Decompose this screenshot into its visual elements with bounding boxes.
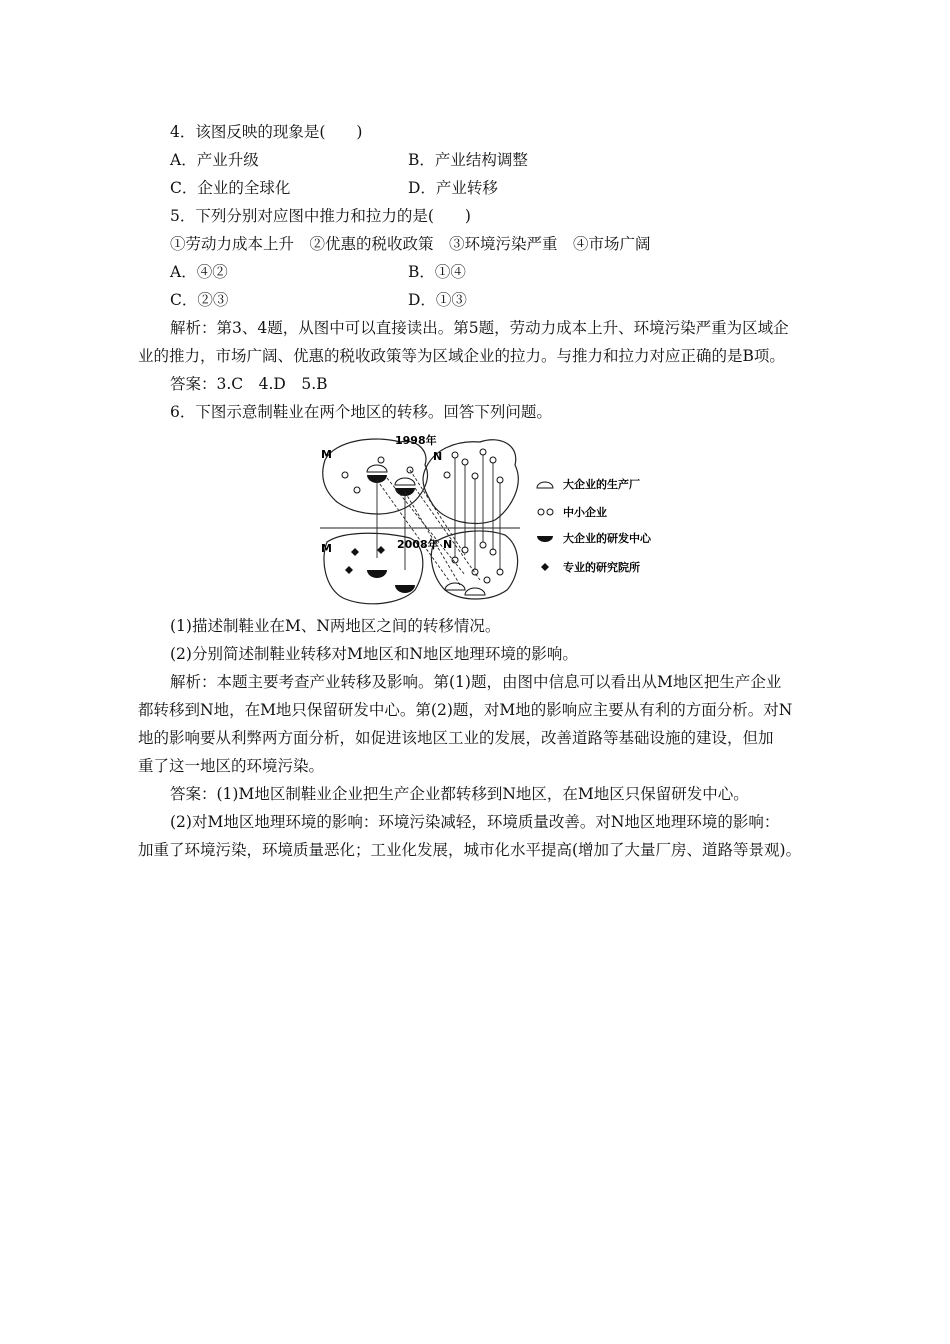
- q6-sub-1: (1)描述制鞋业在M、N两地区之间的转移情况。: [170, 617, 501, 635]
- m-2008-enterprises: [345, 546, 415, 593]
- small-enterprise-icon: [547, 509, 553, 515]
- factory-icon: [445, 583, 465, 590]
- small-enterprise-icon: [538, 509, 544, 515]
- label-year-bottom: 2008年: [397, 538, 439, 551]
- small-enterprise-icon: [378, 457, 384, 463]
- label-m-bottom: M: [321, 542, 332, 555]
- small-enterprise-icon: [497, 477, 503, 483]
- small-enterprise-icon: [444, 472, 450, 478]
- q4-stem: 4．该图反映的现象是( ): [170, 123, 363, 141]
- answer-2-line-1: 答案：(1)M地区制鞋业企业把生产企业都转移到N地区，在M地区只保留研发中心。: [170, 785, 749, 803]
- small-enterprise-icon: [452, 452, 458, 458]
- institute-icon: [345, 566, 353, 574]
- legend-institute: 专业的研究院所: [563, 561, 640, 574]
- factory-icon: [367, 465, 387, 472]
- legend: [537, 477, 652, 574]
- institute-icon: [541, 563, 549, 571]
- m-1998-enterprises: [342, 457, 415, 496]
- rd-center-icon: [367, 570, 387, 578]
- legend-rd-center: 大企业的研发中心: [563, 532, 651, 545]
- q5-option-c: C．②③: [170, 291, 229, 309]
- n-1998-enterprises: [444, 449, 503, 483]
- answer-2-line-3: 加重了环境污染，环境质量恶化；工业化发展，城市化水平提高(增加了大量厂房、道路等景观)。: [138, 841, 802, 859]
- factory-icon: [395, 478, 415, 485]
- small-enterprise-icon: [342, 472, 348, 478]
- legend-small-enterprise: 中小企业: [563, 506, 607, 519]
- rd-center-icon: [395, 585, 415, 593]
- q5-stem: 5．下列分别对应图中推力和拉力的是( ): [170, 207, 471, 225]
- small-enterprise-icon: [354, 487, 360, 493]
- institute-icon: [377, 546, 385, 554]
- analysis-2-line-1: 解析：本题主要考查产业转移及影响。第(1)题，由图中信息可以看出从M地区把生产企业: [170, 673, 782, 691]
- factory-icon: [537, 482, 553, 488]
- small-enterprise-icon: [462, 459, 468, 465]
- small-enterprise-icon: [480, 542, 486, 548]
- answer-1: 答案：3.C 4.D 5.B: [170, 375, 328, 393]
- label-n-top: N: [433, 450, 443, 463]
- analysis-2-line-4: 重了这一地区的环境污染。: [138, 757, 325, 775]
- analysis-2-line-2: 都转移到N地，在M地只保留研发中心。第(2)题，对M地的影响应主要从有利的方面分析。对N: [138, 701, 793, 719]
- q4-option-c: C．企业的全球化: [170, 179, 291, 197]
- q5-items: ①劳动力成本上升 ②优惠的税收政策 ③环境污染严重 ④市场广阔: [170, 235, 651, 253]
- q5-option-a: A．④②: [170, 263, 228, 281]
- q5-option-d: D．①③: [408, 291, 467, 309]
- q6-sub-2: (2)分别简述制鞋业转移对M地区和N地区地理环境的影响。: [170, 645, 578, 663]
- rd-center-icon: [537, 536, 553, 542]
- analysis-1-line-2: 业的推力，市场广阔、优惠的税收政策等为区域企业的拉力。与推力和拉力对应正确的是B项。: [138, 347, 785, 365]
- answer-2-line-2: (2)对M地区地理环境的影响：环境污染减轻，环境质量改善。对N地区地理环境的影响：: [170, 813, 780, 831]
- q6-stem: 6．下图示意制鞋业在两个地区的转移。回答下列问题。: [170, 403, 552, 421]
- q4-option-a: A．产业升级: [170, 151, 259, 169]
- small-enterprise-icon: [490, 457, 496, 463]
- institute-icon: [351, 548, 359, 556]
- label-n-bottom: N: [443, 538, 453, 551]
- shoe-industry-transfer-figure: [315, 430, 695, 610]
- small-enterprise-icon: [480, 449, 486, 455]
- analysis-2-line-3: 地的影响要从利弊两方面分析，如促进该地区工业的发展，改善道路等基础设施的建设，但加: [138, 729, 774, 747]
- q4-option-d: D．产业转移: [408, 179, 498, 197]
- legend-factory: 大企业的生产厂: [563, 478, 640, 491]
- factory-icon: [465, 588, 485, 595]
- q5-option-b: B．①④: [408, 263, 466, 281]
- small-enterprise-icon: [472, 473, 478, 479]
- label-year-top: 1998年: [395, 434, 437, 447]
- q4-option-b: B．产业结构调整: [408, 151, 528, 169]
- label-m-top: M: [321, 448, 332, 461]
- analysis-1-line-1: 解析：第3、4题，从图中可以直接读出。第5题，劳动力成本上升、环境污染严重为区域企: [170, 319, 789, 337]
- n-2008-enterprises: [445, 542, 503, 595]
- small-enterprise-icon: [484, 577, 490, 583]
- transfer-arrows: [377, 455, 500, 585]
